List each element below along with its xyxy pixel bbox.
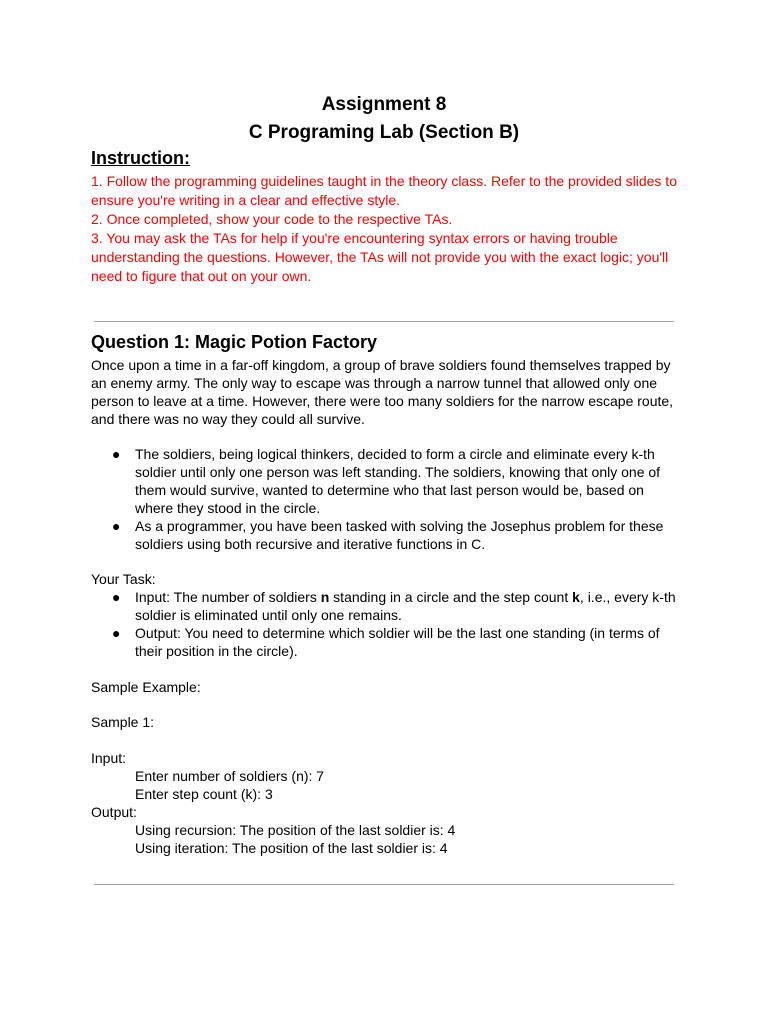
instruction-item: 2. Once completed, show your code to the respective TAs. [91, 211, 453, 227]
input-label: Input: [91, 750, 127, 766]
story-intro: Once upon a time in a far-off kingdom, a group of brave soldiers found themselves trapped by an enemy army. The only way to escape was through a narrow tunnel that allowed only one person to leave at a time. However, there were too many soldiers for the narrow escape route, and there was no way they could all survive. [91, 357, 674, 427]
sample-output-line: Using recursion: The position of the last soldier is: 4 [135, 822, 456, 838]
section-divider [94, 321, 674, 322]
bullet-icon: ● [112, 625, 121, 641]
sample-example-label: Sample Example: [91, 679, 201, 695]
list-item [91, 624, 681, 660]
instruction-item: 3. You may ask the TAs for help if you're encountering syntax errors or having trouble understanding the questions. However, the TAs will not provide you with the exact logic; you'll need to figure that out on your own. [91, 230, 669, 284]
instruction-list [91, 172, 681, 286]
task-bullet-list [91, 588, 681, 660]
course-title: C Programing Lab (Section B) [248, 122, 520, 143]
bullet-icon: ● [112, 589, 121, 605]
assignment-title: Assignment 8 [321, 94, 447, 115]
bullet-text: The soldiers, being logical thinkers, decided to form a circle and eliminate every k-th soldier until only one person was left standing. The soldiers, knowing that only one of them would survive, wanted to determine who that last person would be, based on where they stood in the circle. [135, 446, 661, 516]
task-output-text: Output: You need to determine which soldier will be the last one standing (in terms of their position in the circle). [135, 625, 660, 659]
your-task-label: Your Task: [91, 571, 156, 587]
sample1-label: Sample 1: [91, 714, 155, 730]
bullet-text: As a programmer, you have been tasked with solving the Josephus problem for these soldiers using both recursive and iterative functions in C. [135, 518, 664, 552]
task-input-n: n [320, 589, 330, 605]
sample-input-line: Enter step count (k): 3 [135, 786, 273, 802]
task-input-suffix: , i.e., every k-th soldier is eliminated until only one remains. [135, 589, 676, 623]
list-item [91, 445, 681, 517]
task-input-middle: standing in a circle and the step count [329, 589, 573, 605]
list-item [91, 517, 681, 553]
instruction-heading: Instruction: [91, 148, 190, 168]
section-divider [94, 884, 674, 885]
task-input-text [135, 589, 676, 623]
sample-output-line: Using iteration: The position of the last soldier is: 4 [135, 840, 448, 856]
task-input-prefix: Input: The number of soldiers [135, 589, 321, 605]
question-heading: Question 1: Magic Potion Factory [91, 332, 378, 352]
instruction-item: 1. Follow the programming guidelines taught in the theory class. Refer to the provided slides to ensure you're writing in a clear and effective style. [91, 173, 677, 208]
story-bullet-list [91, 445, 681, 553]
list-item [91, 588, 681, 624]
output-label: Output: [91, 804, 137, 820]
task-input-k: k [572, 589, 580, 605]
bullet-icon: ● [112, 518, 121, 534]
sample-input-line: Enter number of soldiers (n): 7 [135, 768, 325, 784]
bullet-icon: ● [112, 446, 121, 462]
